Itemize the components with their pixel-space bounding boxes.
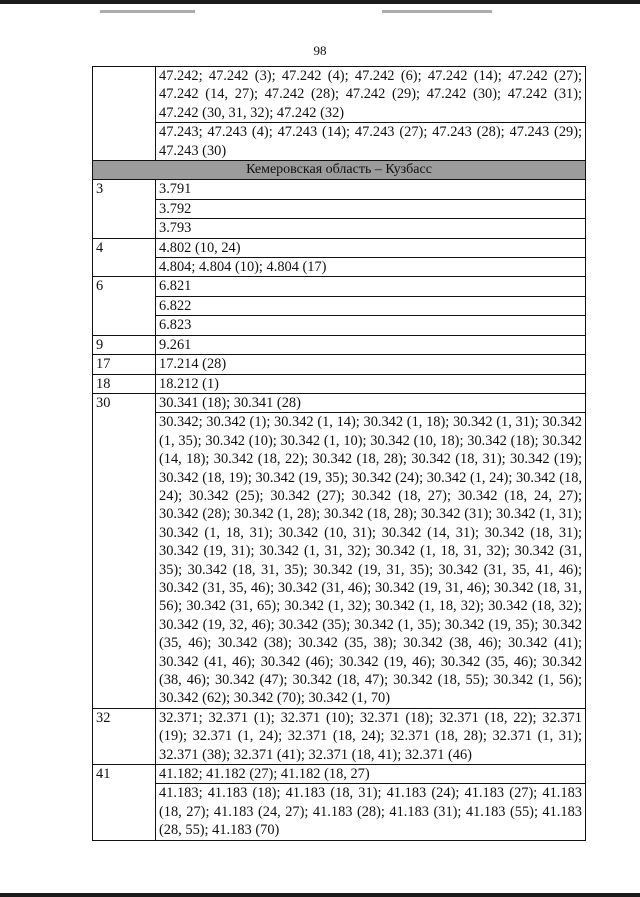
table-row <box>93 784 586 840</box>
table-row <box>93 199 586 218</box>
scan-artifact <box>382 10 492 13</box>
table-row <box>93 708 586 764</box>
codes-cell: 6.821 <box>156 277 586 296</box>
table-row <box>93 238 586 257</box>
scan-edge-top <box>0 0 640 4</box>
group-code-cell: 30 <box>93 393 156 708</box>
table-row <box>93 374 586 393</box>
table-row <box>93 355 586 374</box>
group-code-cell: 4 <box>93 238 156 277</box>
scan-artifact <box>100 10 195 13</box>
codes-cell: 41.182; 41.182 (27); 41.182 (18, 27) <box>156 765 586 784</box>
codes-cell: 17.214 (28) <box>156 355 586 374</box>
codes-cell: 30.341 (18); 30.341 (28) <box>156 393 586 412</box>
table-row <box>93 413 586 709</box>
table-row <box>93 393 586 412</box>
table-row <box>93 335 586 354</box>
scan-edge-bottom <box>0 893 640 897</box>
table-row <box>93 277 586 296</box>
group-code-cell: 41 <box>93 765 156 841</box>
codes-cell: 6.823 <box>156 316 586 335</box>
codes-cell: 47.243; 47.243 (4); 47.243 (14); 47.243 (27); 47.243 (28); 47.243 (29); 47.243 (30) <box>156 123 586 161</box>
table-row <box>93 67 586 123</box>
region-header-row <box>93 161 586 180</box>
codes-cell: 6.822 <box>156 296 586 315</box>
codes-cell: 32.371; 32.371 (1); 32.371 (10); 32.371 (18); 32.371 (18, 22); 32.371 (19); 32.371 (1, 24); 32.371 (18, 24); 32.371 (18, 28); 32.371 (1, 31); 32.371 (38); 32.371 (41); 32.371 (18, 41); 32.371 (46) <box>156 708 586 764</box>
codes-cell: 47.242; 47.242 (3); 47.242 (4); 47.242 (6); 47.242 (14); 47.242 (27); 47.242 (14, 27); 47.242 (28); 47.242 (29); 47.242 (30); 47.242 (31); 47.242 (30, 31, 32); 47.242 (32) <box>156 67 586 123</box>
codes-cell: 3.792 <box>156 199 586 218</box>
codes-cell: 4.802 (10, 24) <box>156 238 586 257</box>
codes-cell: 18.212 (1) <box>156 374 586 393</box>
table-row <box>93 765 586 784</box>
group-code-cell: 3 <box>93 180 156 238</box>
codes-cell: 3.791 <box>156 180 586 199</box>
group-code-cell: 17 <box>93 355 156 374</box>
codes-cell: 9.261 <box>156 335 586 354</box>
table-row <box>93 316 586 335</box>
table-row <box>93 296 586 315</box>
codes-cell: 3.793 <box>156 219 586 238</box>
group-code-cell: 32 <box>93 708 156 764</box>
table-row <box>93 258 586 277</box>
group-code-cell <box>93 67 156 161</box>
table-row <box>93 123 586 161</box>
codes-cell: 4.804; 4.804 (10); 4.804 (17) <box>156 258 586 277</box>
page-number: 98 <box>313 43 327 58</box>
group-code-cell: 18 <box>93 374 156 393</box>
codes-cell: 41.183; 41.183 (18); 41.183 (18, 31); 41.183 (24); 41.183 (27); 41.183 (18, 27); 41.183 (24, 27); 41.183 (28); 41.183 (31); 41.183 (55); 41.183 (28, 55); 41.183 (70) <box>156 784 586 840</box>
codes-cell: 30.342; 30.342 (1); 30.342 (1, 14); 30.342 (1, 18); 30.342 (1, 31); 30.342 (1, 35); 30.342 (10); 30.342 (1, 10); 30.342 (10, 18); 30.342 (18); 30.342 (14, 18); 30.342 (18, 22); 30.342 (18, 28); 30.342 (18, 31); 30.342 (19); 30.342 (18, 19); 30.342 (19, 35); 30.342 (24); 30.342 (1, 24); 30.342 (18, 24); 30.342 (25); 30.342 (27); 30.342 (18, 27); 30.342 (18, 24, 27); 30.342 (28); 30.342 (1, 28); 30.342 (18, 28); 30.342 (31); 30.342 (1, 31); 30.342 (1, 18, 31); 30.342 (10, 31); 30.342 (14, 31); 30.342 (18, 31); 30.342 (19, 31); 30.342 (1, 31, 32); 30.342 (1, 18, 31, 32); 30.342 (31, 35); 30.342 (18, 31, 35); 30.342 (19, 31, 35); 30.342 (31, 35, 41, 46); 30.342 (31, 35, 46); 30.342 (31, 46); 30.342 (19, 31, 46); 30.342 (18, 31, 56); 30.342 (31, 65); 30.342 (1, 32); 30.342 (1, 18, 32); 30.342 (18, 32); 30.342 (19, 32, 46); 30.342 (35); 30.342 (1, 35); 30.342 (19, 35); 30.342 (35, 46); 30.342 (38); 30.342 (35, 38); 30.342 (38, 46); 30.342 (41); 30.342 (41, 46); 30.342 (46); 30.342 (19, 46); 30.342 (35, 46); 30.342 (38, 46); 30.342 (47); 30.342 (18, 47); 30.342 (18, 55); 30.342 (1, 56); 30.342 (62); 30.342 (70); 30.342 (1, 70) <box>156 413 586 709</box>
table-row <box>93 219 586 238</box>
classification-table <box>92 66 586 841</box>
group-code-cell: 9 <box>93 335 156 354</box>
region-header: Кемеровская область – Кузбасс <box>93 161 586 180</box>
table-row <box>93 180 586 199</box>
group-code-cell: 6 <box>93 277 156 335</box>
